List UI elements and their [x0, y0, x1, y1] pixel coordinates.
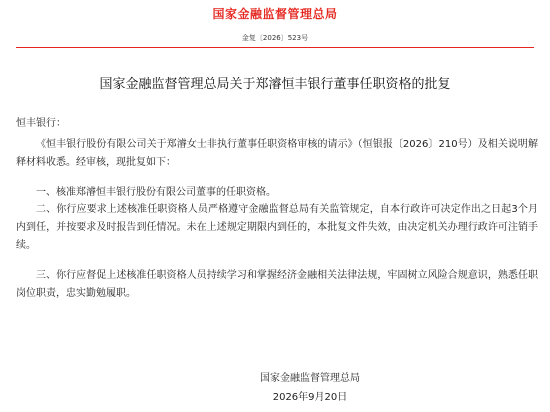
paragraph-request: 《恒丰银行股份有限公司关于郑濬女士非执行董事任职资格审核的请示》（恒银报〔2026〕210号）及相关说明解释材料收悉。经审核，现批复如下： [16, 139, 538, 168]
document-title: 国家金融监督管理总局关于郑濬恒丰银行董事任职资格的批复 [99, 77, 451, 92]
signature-date: 2026年9月20日 [272, 392, 348, 403]
signature-organization: 国家金融监督管理总局 [260, 373, 360, 384]
addressee: 恒丰银行： [16, 118, 66, 129]
paragraph-item-3: 三、你行应督促上述核准任职资格人员持续学习和掌握经济金融相关法律法规，牢固树立风险合规意识，熟悉任职岗位职责，忠实勤勉履职。 [16, 270, 538, 299]
paragraph-item-2: 二、你行应要求上述核准任职资格人员严格遵守金融监督总局有关监管规定，自本行政许可决定作出之日起3个月内到任，并按要求及时报告到任情况。未在上述规定期限内到任的，本批复文件失效，由决定机关办理行政许可注销手续。 [16, 204, 538, 251]
document-number: 金复〔2026〕523号 [241, 34, 309, 42]
header-divider [16, 47, 534, 48]
issuer-header: 国家金融监督管理总局 [212, 7, 338, 21]
paragraph-item-1: 一、核准郑濬恒丰银行股份有限公司董事的任职资格。 [36, 187, 276, 198]
